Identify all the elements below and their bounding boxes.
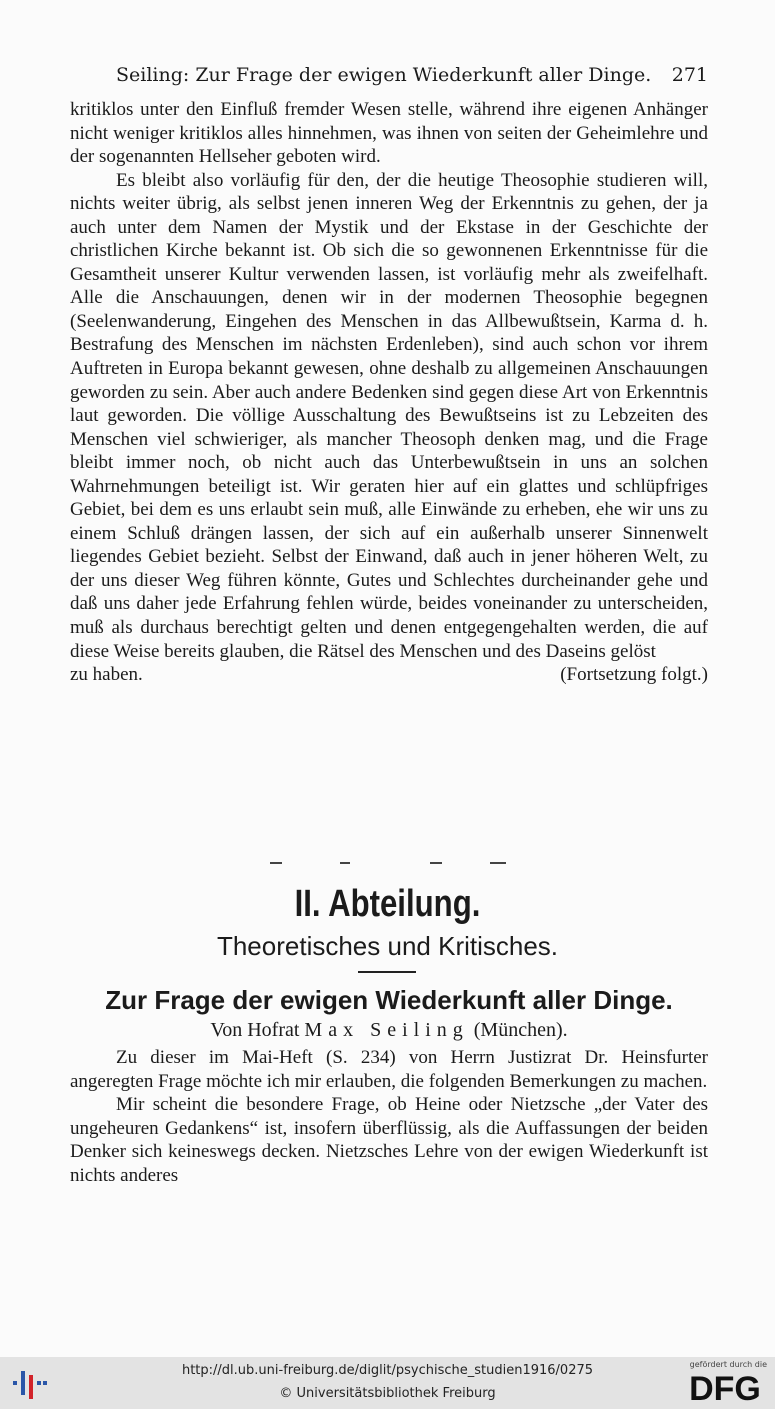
article-body (70, 1046, 708, 1187)
author-name: Max Seiling (304, 1019, 469, 1041)
running-header (116, 60, 708, 90)
running-title: Seiling: Zur Frage der ewigen Wiederkunft aller Dinge. (116, 64, 652, 86)
paragraph: Mir scheint die besondere Frage, ob Heine oder Nietzsche „der Vater des ungeheuren Gedankens“ ist, insofern überflüssig, als die Auffassungen der beiden Denker sich keineswegs decken. Nietzsches Lehre von der ewigen Wiederkunft ist nichts anderes (70, 1094, 708, 1186)
copyright: © Universitätsbibliothek Freiburg (279, 1386, 496, 1401)
byline (70, 1016, 708, 1044)
divider (358, 971, 416, 973)
byline-prefix: Von Hofrat (210, 1019, 300, 1041)
author-location: (München). (473, 1019, 568, 1041)
page-number: 271 (671, 64, 708, 86)
section-title: II. Abteilung. (294, 883, 481, 925)
continuation-note: (Fortsetzung folgt.) (560, 664, 708, 686)
article-body-previous (70, 98, 708, 687)
svg-text:DFG: DFG (689, 1370, 761, 1404)
document-url[interactable]: http://dl.ub.uni-freiburg.de/diglit/psychische_studien1916/0275 (181, 1363, 594, 1378)
section-subtitle: Theoretisches und Kritisches. (216, 931, 559, 961)
dfg-caption: gefördert durch die (689, 1360, 767, 1369)
paragraph-last-line: zu haben. (70, 664, 143, 686)
paragraph-end (70, 663, 708, 687)
paragraph: Es bleibt also vorläufig für den, der die heutige Theosophie studieren will, nichts weiter übrig, als selbst jenen inneren Weg der Erkenntnis zu gehen, der ja auch unter dem Namen der Mystik und der Ekstase in der Geschichte der christlichen Kirche bekannt ist. Ob sich die so gewonnenen Erkenntnisse für die Gesamtheit unserer Kultur verwenden lassen, ist vorläufig mehr als zweifelhaft. Alle die Anschauungen, denen wir in der modernen Theosophie begegnen (Seelenwanderung, Eingehen des Menschen in das Allbewußtsein, Karma d. h. Bestrafung des Menschen im nächsten Erdenleben), sind auch schon vor ihrem Auftreten in Europa bekannt gewesen, ohne deshalb zu allgemeinen Anschauungen geworden zu sein. Aber auch andere Bedenken sind gegen diese Art von Erkenntnis laut geworden. Die völlige Ausschaltung des Bewußtseins ist zu Lebzeiten des Menschen viel schwieriger, als mancher Theosoph denken mag, und die Frage bleibt immer noch, ob nicht auch das Unterbewußtsein in uns an solchen Wahrnehmungen beteiligt ist. Wir geraten hier auf ein glattes und schlüpfriges Gebiet, bei dem es uns erlaubt sein muß, alle Einwände zu erheben, ehe wir uns zu einem Schluß drängen lassen, der sich auf ein außerhalb unserer Sinnenwelt liegendes Gebiet bezieht. Selbst der Einwand, daß auch in jener höheren Welt, zu der uns dieser Weg führen könnte, Gutes und Schlechtes durcheinander gehe und daß uns daher jede Erfahrung fehlen würde, beides voneinander zu unterscheiden, muß als durchaus berechtigt gelten und denen entgegengehalten werden, die auf diese Weise bereits glauben, die Rätsel des Menschen und des Daseins gelöst (70, 169, 708, 662)
dfg-logo-icon[interactable] (683, 1370, 767, 1404)
article-title: Zur Frage der ewigen Wiederkunft aller Dinge. (105, 985, 673, 1015)
paragraph: kritiklos unter den Einfluß fremder Wesen stelle, während ihre eigenen Anhänger nicht weniger kritiklos alles hinnehmen, was ihnen von seiten der Geheimlehre und der sogenannten Hellseher geboten wird. (70, 99, 708, 168)
paragraph: Zu dieser im Mai-Heft (S. 234) von Herrn Justizrat Dr. Heinsfurter angeregten Frage möchte ich mir erlauben, die folgenden Bemerkungen zu machen. (70, 1047, 708, 1092)
viewer-footer (0, 1357, 775, 1409)
separator-dashes (270, 862, 510, 864)
